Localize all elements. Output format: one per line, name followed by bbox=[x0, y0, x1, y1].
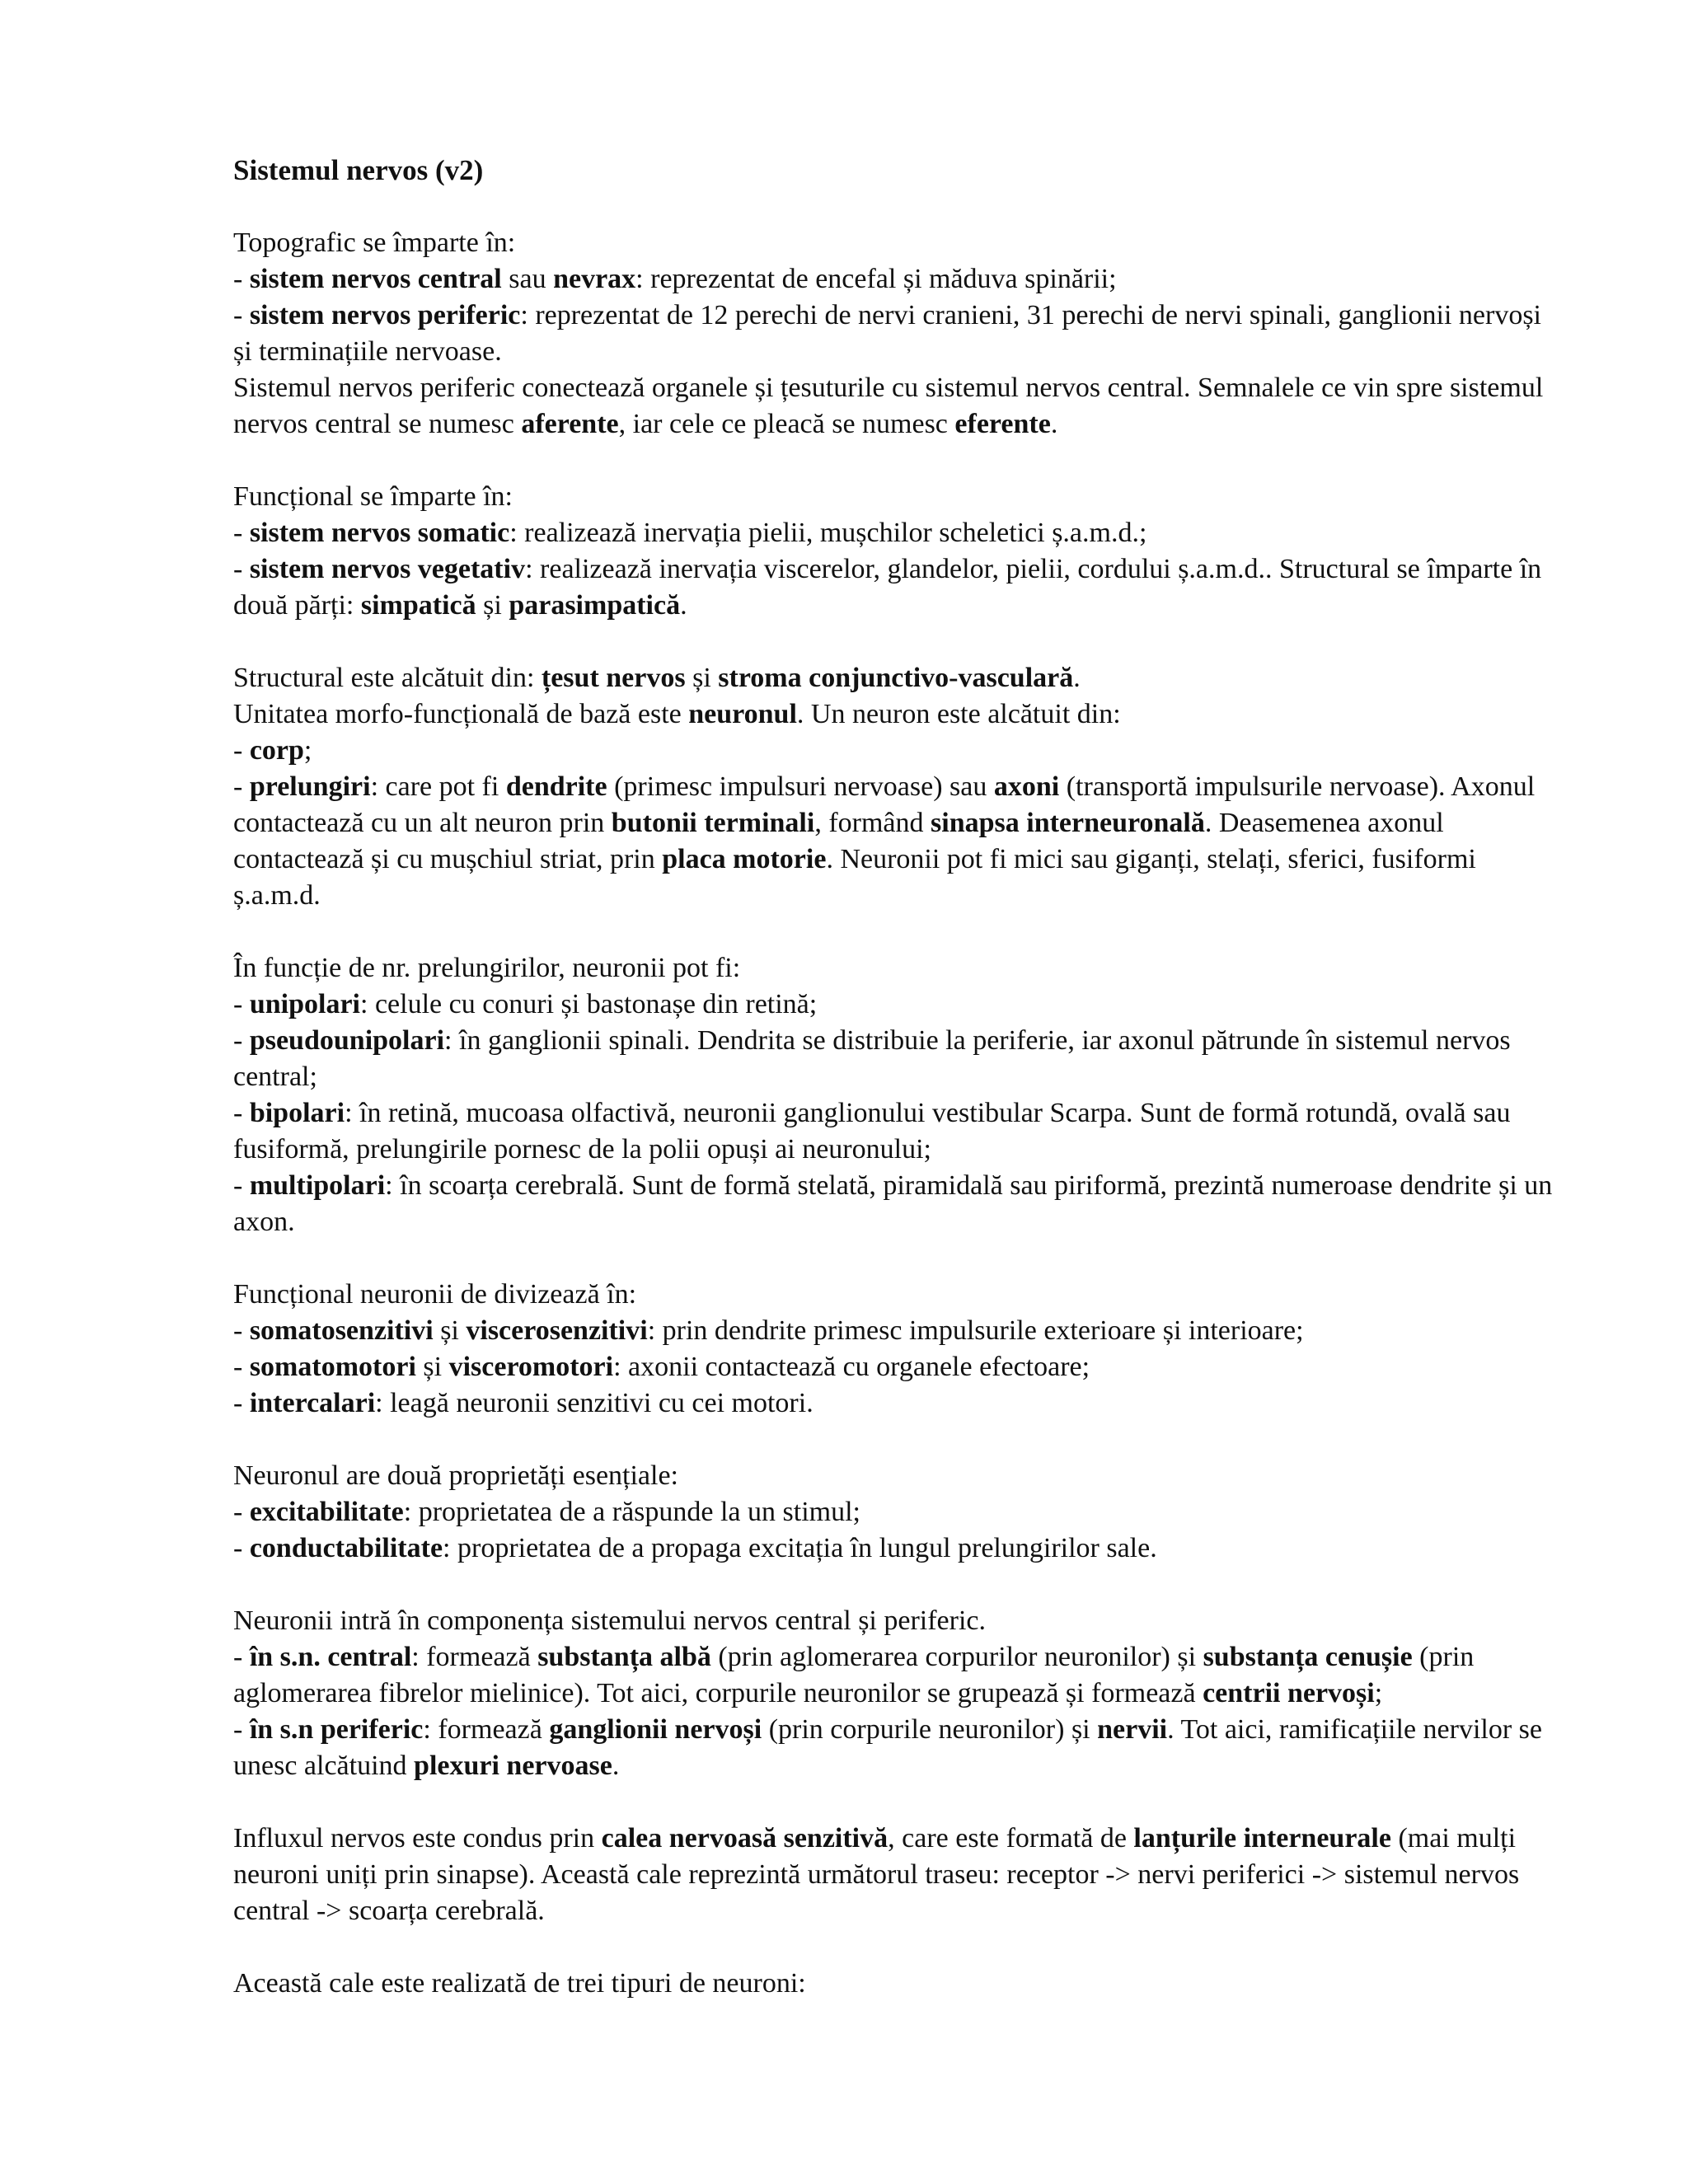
text-run: ; bbox=[303, 735, 312, 766]
bold-term: calea nervoasă senzitivă bbox=[601, 1823, 889, 1854]
text-run: Sistemul nervos periferic conectează organele și țesuturile cu sistemul nervos central. Semnalele ce vin spre sistemul nervos central se numesc bbox=[233, 373, 1544, 439]
text-line bbox=[233, 1458, 1556, 1494]
text-line bbox=[233, 660, 1556, 696]
text-line bbox=[233, 1603, 1556, 1639]
text-line bbox=[233, 769, 1556, 914]
bold-term: pseudounipolari bbox=[249, 1025, 445, 1056]
text-line bbox=[233, 261, 1556, 298]
text-run: : celule cu conuri și bastonașe din retină; bbox=[360, 989, 818, 1019]
bold-term: prelungiri bbox=[249, 771, 371, 802]
text-run: Funcțional se împarte în: bbox=[233, 481, 513, 512]
text-run: , iar cele ce pleacă se numesc bbox=[618, 409, 955, 439]
text-line bbox=[233, 1821, 1556, 1929]
bold-term: sistem nervos periferic bbox=[249, 300, 521, 330]
text-line bbox=[233, 1095, 1556, 1168]
paragraph bbox=[233, 1277, 1556, 1422]
text-run: , care este formată de bbox=[888, 1823, 1134, 1854]
text-run: - bbox=[233, 1497, 250, 1527]
text-run: Neuronul are două proprietăți esențiale: bbox=[233, 1460, 678, 1491]
bold-term: somatomotori bbox=[249, 1352, 416, 1382]
text-line bbox=[233, 1385, 1556, 1422]
text-line bbox=[233, 1712, 1556, 1784]
text-line bbox=[233, 1023, 1556, 1095]
text-run: sau bbox=[501, 264, 554, 294]
paragraph bbox=[233, 1458, 1556, 1567]
text-run: și bbox=[433, 1315, 467, 1346]
text-run: - bbox=[233, 518, 250, 548]
bold-term: centrii nervoși bbox=[1203, 1678, 1375, 1708]
text-run: - bbox=[233, 989, 250, 1019]
bold-term: țesut nervos bbox=[541, 663, 686, 693]
text-run: . Deasemenea axonul contactează și cu mușchiul striat, prin bbox=[233, 808, 1444, 874]
text-run: - bbox=[233, 1642, 250, 1672]
text-line bbox=[233, 1530, 1556, 1567]
bold-term: corp bbox=[249, 735, 304, 766]
bold-term: nevrax bbox=[553, 264, 636, 294]
text-run: : formează bbox=[411, 1642, 538, 1672]
bold-term: lanțurile interneurale bbox=[1133, 1823, 1391, 1854]
text-run: Funcțional neuronii de divizează în: bbox=[233, 1279, 637, 1310]
text-run: - bbox=[233, 1315, 250, 1346]
text-run: : în scoarța cerebrală. Sunt de formă stelată, piramidală sau piriformă, prezintă numeroase dendrite și un axon. bbox=[233, 1170, 1553, 1237]
text-line bbox=[233, 370, 1556, 443]
text-run: Unitatea morfo-funcțională de bază este bbox=[233, 699, 689, 729]
document-title: Sistemul nervos (v2) bbox=[233, 154, 484, 186]
text-line bbox=[233, 1966, 1556, 2002]
paragraph bbox=[233, 660, 1556, 914]
paragraph bbox=[233, 950, 1556, 1240]
text-run: și bbox=[415, 1352, 449, 1382]
bold-term: intercalari bbox=[249, 1388, 376, 1418]
bold-term: stroma conjunctivo-vasculară bbox=[718, 663, 1074, 693]
text-run: - bbox=[233, 554, 250, 584]
text-run: : reprezentat de 12 perechi de nervi cranieni, 31 perechi de nervi spinali, ganglionii nervoși și terminațiile nervoase. bbox=[233, 300, 1542, 367]
text-line bbox=[233, 1168, 1556, 1240]
text-line bbox=[233, 479, 1556, 515]
text-line bbox=[233, 733, 1556, 769]
bold-term: excitabilitate bbox=[249, 1497, 404, 1527]
text-run: : în retină, mucoasa olfactivă, neuronii ganglionului vestibular Scarpa. Sunt de formă rotundă, ovală sau fusiformă, prelungirile pornesc de la polii opuși ai neuronului; bbox=[233, 1098, 1511, 1165]
text-run: . bbox=[612, 1750, 620, 1781]
text-line bbox=[233, 225, 1556, 261]
bold-term: plexuri nervoase bbox=[414, 1750, 612, 1781]
text-run: (prin aglomerarea corpurilor neuronilor) și bbox=[710, 1642, 1203, 1672]
text-run: : proprietatea de a propaga excitația în lungul prelungirilor sale. bbox=[443, 1533, 1157, 1563]
text-run: . bbox=[1050, 409, 1058, 439]
text-run: Influxul nervos este condus prin bbox=[233, 1823, 602, 1854]
bold-term: sinapsa interneuronală bbox=[931, 808, 1205, 838]
text-run: : leagă neuronii senzitivi cu cei motori. bbox=[375, 1388, 814, 1418]
text-line bbox=[233, 551, 1556, 624]
paragraph bbox=[233, 225, 1556, 443]
text-run: Neuronii intră în componența sistemului nervos central și periferic. bbox=[233, 1605, 987, 1636]
text-run: și bbox=[476, 590, 509, 621]
text-run: . Tot aici, ramificațiile nervilor se unesc alcătuind bbox=[233, 1714, 1542, 1781]
bold-term: conductabilitate bbox=[249, 1533, 443, 1563]
text-run: - bbox=[233, 1352, 250, 1382]
text-run: : reprezentat de encefal și măduva spinării; bbox=[635, 264, 1117, 294]
bold-term: placa motorie bbox=[662, 844, 827, 874]
text-run: - bbox=[233, 1533, 250, 1563]
text-run: - bbox=[233, 264, 250, 294]
bold-term: aferente bbox=[521, 409, 619, 439]
bold-term: sistem nervos central bbox=[249, 264, 502, 294]
text-run: (primesc impulsuri nervoase) sau bbox=[607, 771, 994, 802]
bold-term: sistem nervos vegetativ bbox=[249, 554, 526, 584]
bold-term: viscerosenzitivi bbox=[466, 1315, 648, 1346]
text-run: (prin aglomerarea fibrelor mielinice). Tot aici, corpurile neuronilor se grupează și formează bbox=[233, 1642, 1475, 1708]
bold-term: nervii bbox=[1097, 1714, 1168, 1745]
text-run: și bbox=[685, 663, 719, 693]
text-run: (prin corpurile neuronilor) și bbox=[762, 1714, 1098, 1745]
text-line bbox=[233, 1349, 1556, 1385]
paragraph bbox=[233, 479, 1556, 624]
bold-term: butonii terminali bbox=[611, 808, 815, 838]
text-run: - bbox=[233, 771, 250, 802]
text-run: : formează bbox=[423, 1714, 550, 1745]
bold-term: neuronul bbox=[688, 699, 797, 729]
bold-term: parasimpatică bbox=[509, 590, 681, 621]
bold-term: multipolari bbox=[249, 1170, 386, 1201]
text-run: - bbox=[233, 1025, 250, 1056]
text-line bbox=[233, 1639, 1556, 1712]
bold-term: în s.n periferic bbox=[249, 1714, 424, 1745]
text-run: : realizează inervația viscerelor, glandelor, pielii, cordului ș.a.m.d.. Structural se împarte în două părți: bbox=[233, 554, 1542, 621]
text-run: - bbox=[233, 1388, 250, 1418]
text-line bbox=[233, 1494, 1556, 1530]
text-run: Această cale este realizată de trei tipuri de neuroni: bbox=[233, 1968, 806, 1999]
text-run: Structural este alcătuit din: bbox=[233, 663, 542, 693]
document-body bbox=[233, 225, 1556, 2002]
text-run: : în ganglionii spinali. Dendrita se distribuie la periferie, iar axonul pătrunde în sistemul nervos central; bbox=[233, 1025, 1511, 1092]
bold-term: în s.n. central bbox=[249, 1642, 412, 1672]
text-run: . bbox=[1073, 663, 1081, 693]
bold-term: simpatică bbox=[360, 590, 476, 621]
bold-term: axoni bbox=[993, 771, 1060, 802]
bold-term: ganglionii nervoși bbox=[549, 1714, 762, 1745]
text-run: : prin dendrite primesc impulsurile exterioare și interioare; bbox=[647, 1315, 1304, 1346]
bold-term: sistem nervos somatic bbox=[249, 518, 510, 548]
text-run: , formând bbox=[814, 808, 931, 838]
text-line bbox=[233, 515, 1556, 551]
paragraph bbox=[233, 1821, 1556, 1929]
bold-term: dendrite bbox=[505, 771, 607, 802]
text-run: (mai mulți neuroni uniți prin sinapse). Această cale reprezintă următorul traseu: receptor -> nervi periferici -> sistemul nervos central -> scoarța cerebrală. bbox=[233, 1823, 1520, 1926]
text-run: : realizează inervația pielii, mușchilor scheletici ș.a.m.d.; bbox=[509, 518, 1147, 548]
text-run: (transportă impulsurile nervoase). Axonul contactează cu un alt neuron prin bbox=[233, 771, 1536, 838]
bold-term: substanța cenușie bbox=[1203, 1642, 1413, 1672]
text-run: - bbox=[233, 1714, 250, 1745]
text-line bbox=[233, 1277, 1556, 1313]
bold-term: visceromotori bbox=[448, 1352, 614, 1382]
bold-term: substanța albă bbox=[537, 1642, 711, 1672]
bold-term: somatosenzitivi bbox=[249, 1315, 434, 1346]
paragraph bbox=[233, 1603, 1556, 1784]
bold-term: unipolari bbox=[249, 989, 360, 1019]
text-line bbox=[233, 950, 1556, 987]
text-run: Topografic se împarte în: bbox=[233, 227, 516, 258]
text-run: : care pot fi bbox=[370, 771, 506, 802]
text-run: : proprietatea de a răspunde la un stimul; bbox=[403, 1497, 860, 1527]
text-run: - bbox=[233, 1170, 250, 1201]
text-line bbox=[233, 298, 1556, 370]
text-run: . Un neuron este alcătuit din: bbox=[796, 699, 1121, 729]
text-line bbox=[233, 696, 1556, 733]
bold-term: eferente bbox=[954, 409, 1051, 439]
bold-term: bipolari bbox=[249, 1098, 345, 1128]
text-line bbox=[233, 1313, 1556, 1349]
text-run: : axonii contactează cu organele efectoare; bbox=[613, 1352, 1090, 1382]
text-run: . bbox=[680, 590, 687, 621]
text-run: - bbox=[233, 1098, 250, 1128]
text-line bbox=[233, 987, 1556, 1023]
text-run: - bbox=[233, 735, 250, 766]
paragraph bbox=[233, 1966, 1556, 2002]
text-run: . Neuronii pot fi mici sau giganți, stelați, sferici, fusiformi ș.a.m.d. bbox=[233, 844, 1476, 911]
text-run: - bbox=[233, 300, 250, 330]
text-run: ; bbox=[1374, 1678, 1383, 1708]
text-run: În funcție de nr. prelungirilor, neuronii pot fi: bbox=[233, 953, 741, 983]
